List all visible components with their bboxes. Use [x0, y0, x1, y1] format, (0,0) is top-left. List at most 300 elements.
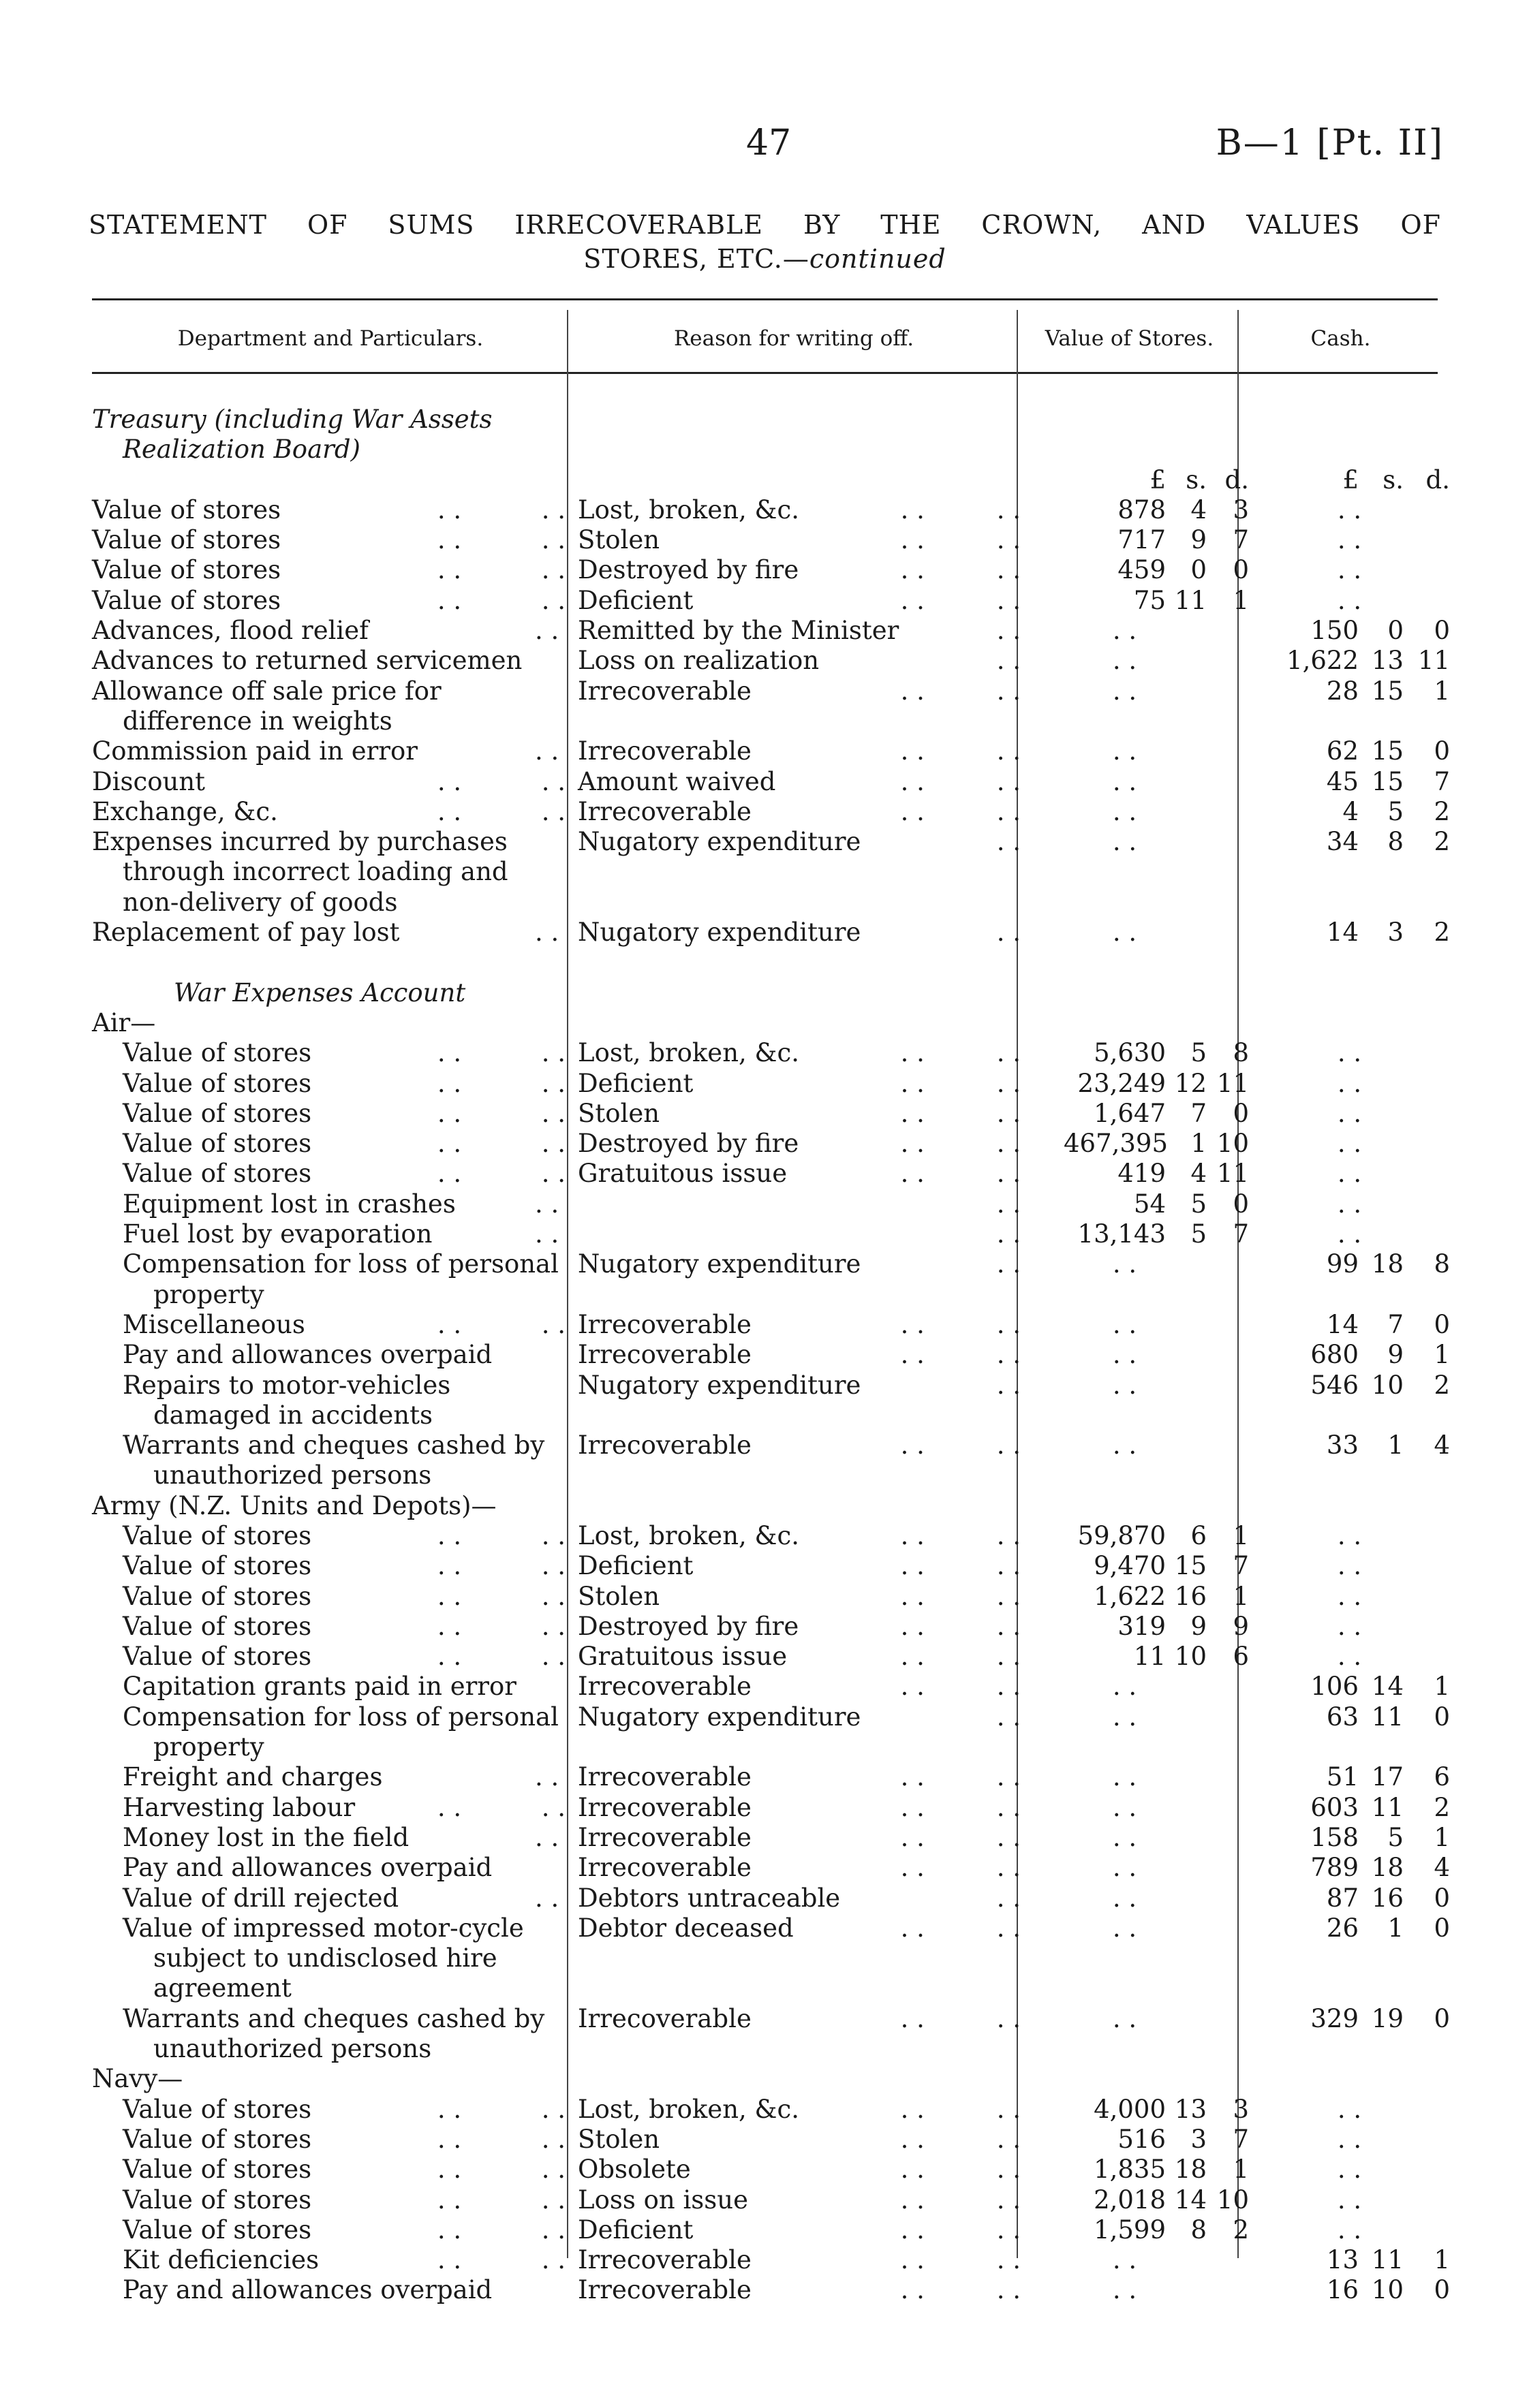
particulars-text	[92, 1551, 569, 1581]
table-row	[92, 1883, 1450, 1913]
cash-nil-dots: . .	[1337, 1159, 1362, 1189]
reason-text	[578, 1430, 1028, 1460]
cash-pence: 1	[1434, 1822, 1450, 1852]
stores-cell	[1028, 797, 1249, 827]
cash-shillings: 16	[1371, 1883, 1404, 1913]
particulars-text	[92, 525, 569, 555]
stores-cell	[1028, 1551, 1249, 1581]
table-row	[92, 767, 1450, 797]
cash-pence: 1	[1434, 676, 1450, 706]
group-heading: Air—	[92, 1007, 156, 1037]
department-cell	[92, 2095, 569, 2125]
table-row	[92, 1582, 1450, 1612]
cash-pounds: 14	[1326, 918, 1359, 948]
leader-dots: . .	[996, 918, 1021, 948]
reason-text	[578, 2185, 1028, 2215]
cash-cell	[1249, 1099, 1450, 1129]
reason-cell	[569, 1672, 1028, 1702]
reason-label: Irrecoverable	[578, 1672, 752, 1702]
reason-text	[578, 1521, 1028, 1551]
cash-cell	[1249, 1913, 1450, 2004]
stores-amount	[1028, 2155, 1249, 2185]
table-row	[92, 1913, 1450, 2004]
cash-pounds: 51	[1326, 1762, 1359, 1792]
leader-dots: . . . .	[900, 555, 1021, 585]
cash-cell	[1249, 1038, 1450, 1068]
department-cell	[92, 1430, 569, 1491]
table-row	[92, 978, 1450, 1008]
stores-cell	[1028, 2275, 1249, 2305]
cash-pounds: 14	[1326, 1309, 1359, 1339]
cash-cell	[1249, 1853, 1450, 1883]
particulars-text	[92, 1371, 569, 1431]
reason-label: Stolen	[578, 2124, 660, 2154]
table-row	[92, 1430, 1450, 1491]
leader-dots: . . . .	[437, 1551, 566, 1581]
stores-nil-dots: . .	[1112, 1249, 1137, 1279]
reason-label: Nugatory expenditure	[578, 1702, 861, 1732]
stores-nil-dots: . .	[1112, 766, 1137, 796]
table-row	[92, 1219, 1450, 1249]
title-continued: continued	[809, 244, 946, 274]
stores-shillings: 14	[1174, 2185, 1207, 2215]
stores-amount	[1028, 1129, 1249, 1159]
stores-cell	[1028, 1793, 1249, 1823]
table-row	[92, 2125, 1450, 2155]
cash-cell	[1249, 586, 1450, 616]
table-row	[92, 2245, 1450, 2275]
stores-amount	[1028, 1189, 1249, 1219]
department-cell	[92, 2155, 569, 2185]
department-cell	[92, 616, 569, 646]
cash-nil-dots: . .	[1337, 1189, 1362, 1219]
stores-cell	[1028, 767, 1249, 797]
leader-dots: . . . .	[437, 2124, 566, 2154]
particulars-text	[92, 797, 569, 827]
cash-units	[1249, 465, 1450, 495]
table-row	[92, 2275, 1450, 2305]
cash-cell	[1249, 1219, 1450, 1249]
department-cell	[92, 1099, 569, 1129]
reason-cell	[569, 1793, 1028, 1823]
leader-dots: . .	[535, 616, 559, 646]
department-cell	[92, 1642, 569, 1672]
cash-nil-dots: . .	[1337, 2155, 1362, 2185]
stores-pounds: 59,870	[1077, 1520, 1166, 1550]
department-cell	[92, 1371, 569, 1431]
reason-label: Remitted by the Minister	[578, 616, 899, 646]
reason-cell	[569, 2215, 1028, 2245]
stores-units	[1028, 465, 1249, 495]
leader-dots: . .	[996, 1370, 1021, 1400]
particulars-text	[92, 1702, 569, 1763]
reason-text	[578, 1612, 1028, 1642]
reason-cell	[569, 1159, 1028, 1189]
reason-text	[578, 1129, 1028, 1159]
reason-text	[578, 797, 1028, 827]
reason-cell	[569, 555, 1028, 585]
particulars-text	[92, 1913, 569, 2004]
reason-cell	[569, 1099, 1028, 1129]
stores-amount	[1028, 1612, 1249, 1642]
cash-cell	[1249, 525, 1450, 555]
cash-pence: 8	[1434, 1249, 1450, 1279]
department-cell	[92, 827, 569, 918]
stores-cell	[1028, 1159, 1249, 1189]
stores-pounds: 13,143	[1077, 1219, 1166, 1249]
department-cell	[92, 1249, 569, 1310]
particulars-label: Expenses incurred by purchases through incorrect loading and non-delivery of goods	[92, 827, 508, 917]
reason-cell	[569, 2245, 1028, 2275]
leader-dots: . .	[996, 616, 1021, 646]
cash-cell	[1249, 2245, 1450, 2275]
particulars-text	[92, 918, 569, 948]
particulars-text	[92, 1129, 569, 1159]
reason-text	[578, 1159, 1028, 1189]
cash-amount	[1249, 918, 1450, 948]
particulars-label: Miscellaneous	[123, 1309, 305, 1339]
particulars-label: Money lost in the field	[123, 1822, 410, 1852]
cash-unit-l: £	[1342, 465, 1359, 495]
particulars-label: Value of impressed motor-cycle subject to undisclosed hire agreement	[123, 1913, 524, 2003]
department-cell	[92, 736, 569, 766]
reason-label: Amount waived	[578, 766, 776, 796]
reason-text	[578, 525, 1028, 555]
reason-text	[578, 2095, 1028, 2125]
reason-cell	[569, 405, 1028, 465]
department-cell	[92, 646, 569, 676]
cash-cell	[1249, 1702, 1450, 1763]
cash-cell	[1249, 978, 1450, 1008]
leader-dots: . . . .	[900, 736, 1021, 766]
leader-dots: . . . .	[900, 2215, 1021, 2245]
cash-cell	[1249, 736, 1450, 766]
reason-label: Irrecoverable	[578, 2003, 752, 2033]
cash-cell	[1249, 1642, 1450, 1672]
stores-shillings: 4	[1190, 495, 1207, 525]
stores-nil-dots: . .	[1112, 827, 1137, 857]
particulars-text	[92, 1883, 569, 1913]
table-row	[92, 555, 1450, 585]
table-row	[92, 1099, 1450, 1129]
cash-amount	[1249, 1310, 1450, 1340]
leader-dots: . .	[535, 1219, 559, 1249]
reason-cell	[569, 1038, 1028, 1068]
reason-cell	[569, 1913, 1028, 2004]
cash-cell	[1249, 1823, 1450, 1853]
particulars-text	[92, 555, 569, 585]
department-cell	[92, 1038, 569, 1068]
reason-text	[578, 827, 1028, 857]
cash-pounds: 106	[1310, 1672, 1359, 1702]
stores-nil-dots: . .	[1112, 1309, 1137, 1339]
leader-dots: . . . .	[900, 2245, 1021, 2275]
cash-nil-dots: . .	[1337, 1611, 1362, 1641]
table-row	[92, 827, 1450, 918]
particulars-text	[92, 1189, 569, 1219]
particulars-label: Value of drill rejected	[123, 1883, 399, 1913]
reason-cell	[569, 2095, 1028, 2125]
cash-shillings: 18	[1371, 1249, 1404, 1279]
cash-cell	[1249, 1521, 1450, 1551]
cash-nil-dots: . .	[1337, 555, 1362, 585]
stores-shillings: 9	[1190, 1611, 1207, 1641]
title-word: CROWN,	[981, 210, 1102, 240]
stores-cell	[1028, 1853, 1249, 1883]
title-line-2-text: STORES, ETC.—	[583, 244, 809, 274]
cash-pounds: 34	[1326, 827, 1359, 857]
cash-nil-dots: . .	[1337, 1551, 1362, 1581]
cash-shillings: 1	[1387, 1430, 1404, 1460]
table-row	[92, 1762, 1450, 1792]
particulars-label: Advances to returned servicemen	[92, 646, 523, 676]
stores-cell	[1028, 1612, 1249, 1642]
department-cell	[92, 1762, 569, 1792]
reason-cell	[569, 1612, 1028, 1642]
particulars-label: Value of stores	[123, 1520, 312, 1550]
stores-cell	[1028, 2095, 1249, 2125]
reason-label: Loss on issue	[578, 2185, 748, 2215]
reason-label: Gratuitous issue	[578, 1642, 788, 1672]
department-cell	[92, 2245, 569, 2275]
cash-shillings: 8	[1387, 827, 1404, 857]
group-heading: Navy—	[92, 2064, 183, 2094]
table-row	[92, 2215, 1450, 2245]
leader-dots: . . . .	[900, 1672, 1021, 1702]
title-line-1	[89, 208, 1441, 242]
title-word: OF	[307, 210, 348, 240]
stores-pence: 9	[1233, 1611, 1249, 1641]
reason-cell	[569, 797, 1028, 827]
particulars-label: Value of stores	[123, 2155, 312, 2185]
stores-shillings: 11	[1174, 585, 1207, 615]
leader-dots: . .	[535, 1762, 559, 1792]
stores-cell	[1028, 555, 1249, 585]
reason-cell	[569, 1371, 1028, 1431]
stores-cell	[1028, 2004, 1249, 2065]
department-cell	[92, 1793, 569, 1823]
leader-dots: . . . .	[437, 1159, 566, 1189]
stores-cell	[1028, 1491, 1249, 1521]
stores-amount	[1028, 1521, 1249, 1551]
stores-pounds: 54	[1133, 1189, 1166, 1219]
cash-shillings: 19	[1371, 2003, 1404, 2033]
particulars-label: Exchange, &c.	[92, 796, 278, 826]
stores-nil-dots: . .	[1112, 1822, 1137, 1852]
title-word: VALUES	[1246, 210, 1361, 240]
particulars-label: Value of stores	[123, 1098, 312, 1128]
stores-cell	[1028, 1883, 1249, 1913]
cash-cell	[1249, 918, 1450, 948]
particulars-text	[92, 1642, 569, 1672]
department-cell	[92, 978, 569, 1008]
title-line-2	[89, 242, 1441, 276]
leader-dots: . . . .	[900, 2275, 1021, 2305]
stores-cell	[1028, 676, 1249, 737]
particulars-text	[92, 1159, 569, 1189]
stores-cell	[1028, 827, 1249, 918]
cash-cell	[1249, 1612, 1450, 1642]
stores-amount	[1028, 495, 1249, 525]
cash-cell	[1249, 1762, 1450, 1792]
cash-cell	[1249, 1551, 1450, 1581]
particulars-label: Value of stores	[123, 2215, 312, 2245]
stores-unit-l: £	[1149, 465, 1166, 495]
cash-shillings: 10	[1371, 1370, 1404, 1400]
stores-shillings: 9	[1190, 525, 1207, 555]
cash-cell	[1249, 1582, 1450, 1612]
stores-cell	[1028, 646, 1249, 676]
cash-nil-dots: . .	[1337, 2215, 1362, 2245]
cash-cell	[1249, 2095, 1450, 2125]
leader-dots: . . . .	[437, 1792, 566, 1822]
stores-cell	[1028, 1310, 1249, 1340]
cash-pounds: 99	[1326, 1249, 1359, 1279]
table-row	[92, 676, 1450, 737]
stores-amount	[1028, 1069, 1249, 1099]
cash-pounds: 13	[1326, 2245, 1359, 2275]
leader-dots: . . . .	[900, 1551, 1021, 1581]
reason-cell	[569, 948, 1028, 978]
stores-amount	[1028, 1159, 1249, 1189]
stores-pounds: 23,249	[1077, 1068, 1166, 1098]
stores-nil-dots: . .	[1112, 1853, 1137, 1883]
cash-shillings: 7	[1387, 1309, 1404, 1339]
particulars-text	[92, 736, 569, 766]
cash-cell	[1249, 767, 1450, 797]
leader-dots: . .	[535, 1883, 559, 1913]
cash-cell	[1249, 2004, 1450, 2065]
reason-label: Irrecoverable	[578, 2245, 752, 2275]
cash-pence: 2	[1434, 796, 1450, 826]
stores-nil-dots: . .	[1112, 1430, 1137, 1460]
particulars-label: Allowance off sale price for difference in weights	[92, 676, 442, 736]
stores-pence: 11	[1216, 1159, 1249, 1189]
reason-cell	[569, 827, 1028, 918]
stores-shillings: 8	[1190, 2215, 1207, 2245]
reason-text	[578, 1340, 1028, 1370]
stores-pence: 7	[1233, 2124, 1249, 2154]
cash-cell	[1249, 1069, 1450, 1099]
leader-dots: . . . .	[437, 495, 566, 525]
table-row	[92, 586, 1450, 616]
cash-nil-dots: . .	[1337, 1219, 1362, 1249]
reason-cell	[569, 2064, 1028, 2094]
department-cell	[92, 1551, 569, 1581]
reason-cell	[569, 1551, 1028, 1581]
cash-nil-dots: . .	[1337, 1520, 1362, 1550]
cash-cell	[1249, 646, 1450, 676]
cash-amount	[1249, 676, 1450, 706]
reason-label: Irrecoverable	[578, 676, 752, 706]
cash-nil-dots: . .	[1337, 495, 1362, 525]
stores-amount	[1028, 1099, 1249, 1129]
cash-cell	[1249, 2215, 1450, 2245]
table-row	[92, 1129, 1450, 1159]
leader-dots: . . . .	[900, 2094, 1021, 2124]
particulars-label: Value of stores	[123, 2185, 312, 2215]
department-cell	[92, 1702, 569, 1763]
reason-cell	[569, 767, 1028, 797]
table-row	[92, 525, 1450, 555]
stores-shillings: 6	[1190, 1520, 1207, 1550]
cash-amount	[1249, 2004, 1450, 2034]
stores-pence: 6	[1233, 1642, 1249, 1672]
reason-label: Nugatory expenditure	[578, 827, 861, 857]
particulars-label: Pay and allowances overpaid	[123, 2275, 493, 2305]
stores-amount	[1028, 2125, 1249, 2155]
cash-shillings: 11	[1371, 1792, 1404, 1822]
particulars-text	[92, 1582, 569, 1612]
reason-text	[578, 495, 1028, 525]
cash-pounds: 16	[1326, 2275, 1359, 2305]
leader-dots: . . . .	[900, 1309, 1021, 1339]
stores-unit-d: d.	[1224, 465, 1249, 495]
department-cell	[92, 2185, 569, 2215]
cash-pence: 2	[1434, 1792, 1450, 1822]
table-row	[92, 1642, 1450, 1672]
department-cell	[92, 2064, 569, 2094]
leader-dots: . . . .	[437, 555, 566, 585]
stores-amount	[1028, 2185, 1249, 2215]
cash-shillings: 9	[1387, 1340, 1404, 1370]
stores-pence: 7	[1233, 525, 1249, 555]
particulars-label: Pay and allowances overpaid	[123, 1340, 493, 1370]
stores-cell	[1028, 1038, 1249, 1068]
cash-amount	[1249, 1762, 1450, 1792]
reason-cell	[569, 495, 1028, 525]
cash-shillings: 15	[1371, 766, 1404, 796]
reason-text	[578, 1823, 1028, 1853]
stores-shillings: 10	[1174, 1642, 1207, 1672]
cash-cell	[1249, 1159, 1450, 1189]
reason-cell	[569, 586, 1028, 616]
leader-dots: . . . .	[900, 1340, 1021, 1370]
stores-cell	[1028, 1371, 1249, 1431]
stores-pence: 7	[1233, 1219, 1249, 1249]
stores-nil-dots: . .	[1112, 1672, 1137, 1702]
stores-cell	[1028, 1913, 1249, 2004]
reason-label: Irrecoverable	[578, 1853, 752, 1883]
stores-amount	[1028, 2215, 1249, 2245]
reason-label: Irrecoverable	[578, 796, 752, 826]
particulars-text	[92, 616, 569, 646]
table-row	[92, 797, 1450, 827]
reason-cell	[569, 1521, 1028, 1551]
particulars-label: Advances, flood relief	[92, 616, 369, 646]
stores-pence: 10	[1216, 1129, 1249, 1159]
reason-cell	[569, 1008, 1028, 1038]
reason-label: Nugatory expenditure	[578, 918, 861, 948]
reason-cell	[569, 1642, 1028, 1672]
table-row	[92, 616, 1450, 646]
particulars-label: Value of stores	[123, 1159, 312, 1189]
particulars-label: Warrants and cheques cashed by unauthorized persons	[123, 1430, 545, 1490]
header-cash: Cash.	[1310, 326, 1371, 351]
cash-cell	[1249, 1371, 1450, 1431]
leader-dots: . . . .	[437, 1581, 566, 1611]
leader-dots: . . . .	[900, 2003, 1021, 2033]
cash-cell	[1249, 405, 1450, 465]
cash-amount	[1249, 1702, 1450, 1732]
leader-dots: . .	[535, 736, 559, 766]
particulars-label: Pay and allowances overpaid	[123, 1853, 493, 1883]
department-cell	[92, 1189, 569, 1219]
cash-cell	[1249, 2155, 1450, 2185]
reason-label: Nugatory expenditure	[578, 1249, 861, 1279]
table-row	[92, 1491, 1450, 1521]
table-body	[92, 405, 1450, 2306]
